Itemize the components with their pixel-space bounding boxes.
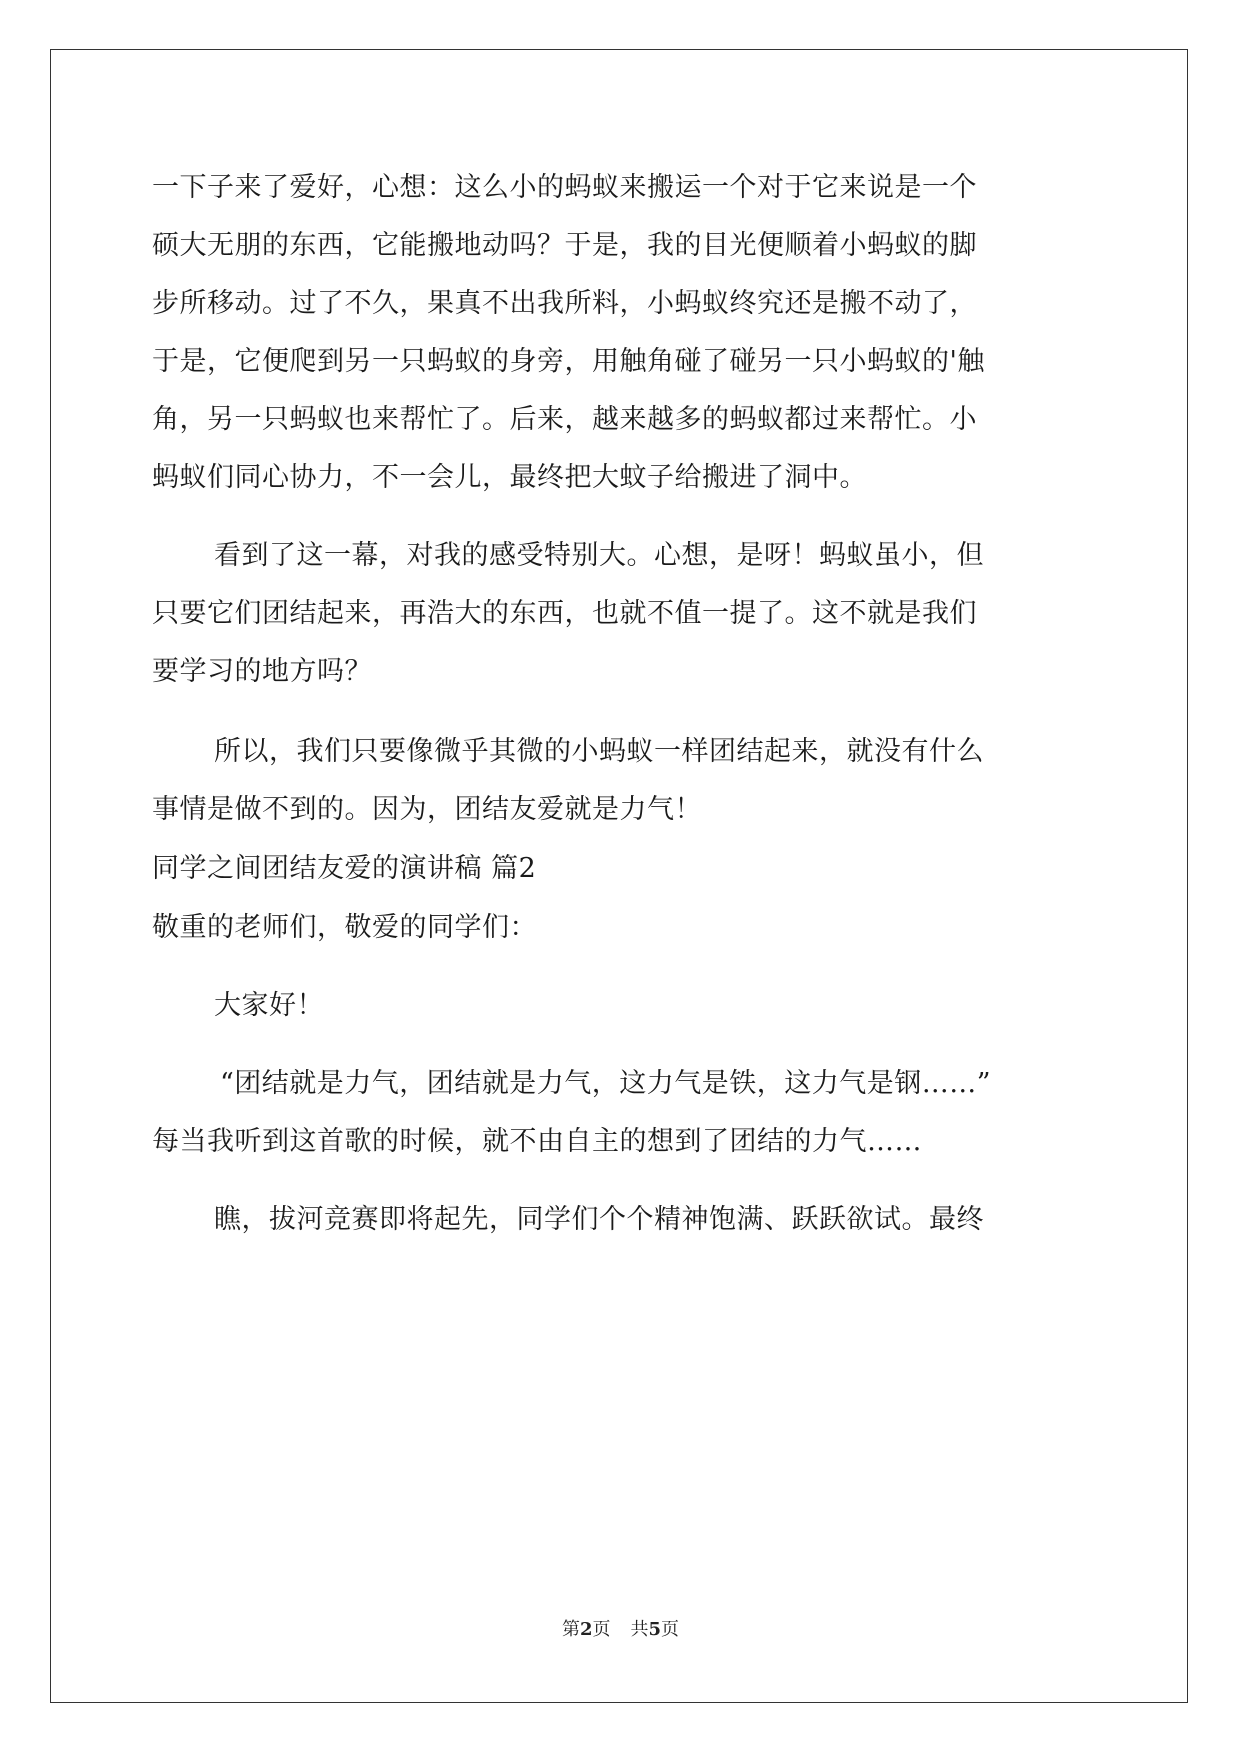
footer-prefix: 第 [561,1619,580,1640]
greeting: 大家好！ [214,990,324,1021]
paragraph-line: 要学习的地方吗？ [152,656,372,687]
footer-total-suffix: 页 [661,1619,680,1640]
total-page-number: 5 [648,1619,662,1640]
section-heading: 同学之间团结友爱的演讲稿 篇2 [152,853,537,884]
paragraph-line: 只要它们团结起来，再浩大的东西，也就不值一提了。这不就是我们 [152,598,977,629]
current-page-number: 2 [579,1619,593,1640]
paragraph-line: 蚂蚁们同心协力，不一会儿，最终把大蚊子给搬进了洞中。 [152,462,867,493]
paragraph-line: 瞧，拔河竞赛即将起先，同学们个个精神饱满、跃跃欲试。最终 [214,1204,984,1235]
footer-total-prefix: 共 [630,1619,649,1640]
paragraph-line: 角，另一只蚂蚁也来帮忙了。后来，越来越多的蚂蚁都过来帮忙。小 [152,404,977,435]
paragraph-line: 一下子来了爱好，心想：这么小的蚂蚁来搬运一个对于它来说是一个 [152,172,977,203]
salutation: 敬重的老师们，敬爱的同学们： [152,912,537,943]
paragraph-line: 硕大无朋的东西，它能搬地动吗？于是，我的目光便顺着小蚂蚁的脚 [152,230,977,261]
paragraph-line: 看到了这一幕，对我的感受特别大。心想，是呀！蚂蚁虽小，但 [214,540,984,571]
paragraph-line: 于是，它便爬到另一只蚂蚁的身旁，用触角碰了碰另一只小蚂蚁的'触 [152,346,985,377]
footer-page-suffix: 页 [592,1619,611,1640]
page-footer [0,1618,1241,1642]
paragraph-line: 步所移动。过了不久，果真不出我所料，小蚂蚁终究还是搬不动了， [152,288,977,319]
paragraph-line: 每当我听到这首歌的时候，就不由自主的想到了团结的力气…… [152,1126,922,1157]
paragraph-line: 所以，我们只要像微乎其微的小蚂蚁一样团结起来，就没有什么 [214,736,984,767]
paragraph-line: 事情是做不到的。因为，团结友爱就是力气！ [152,794,702,825]
paragraph-line: “团结就是力气，团结就是力气，这力气是铁，这力气是钢……” [220,1068,992,1099]
